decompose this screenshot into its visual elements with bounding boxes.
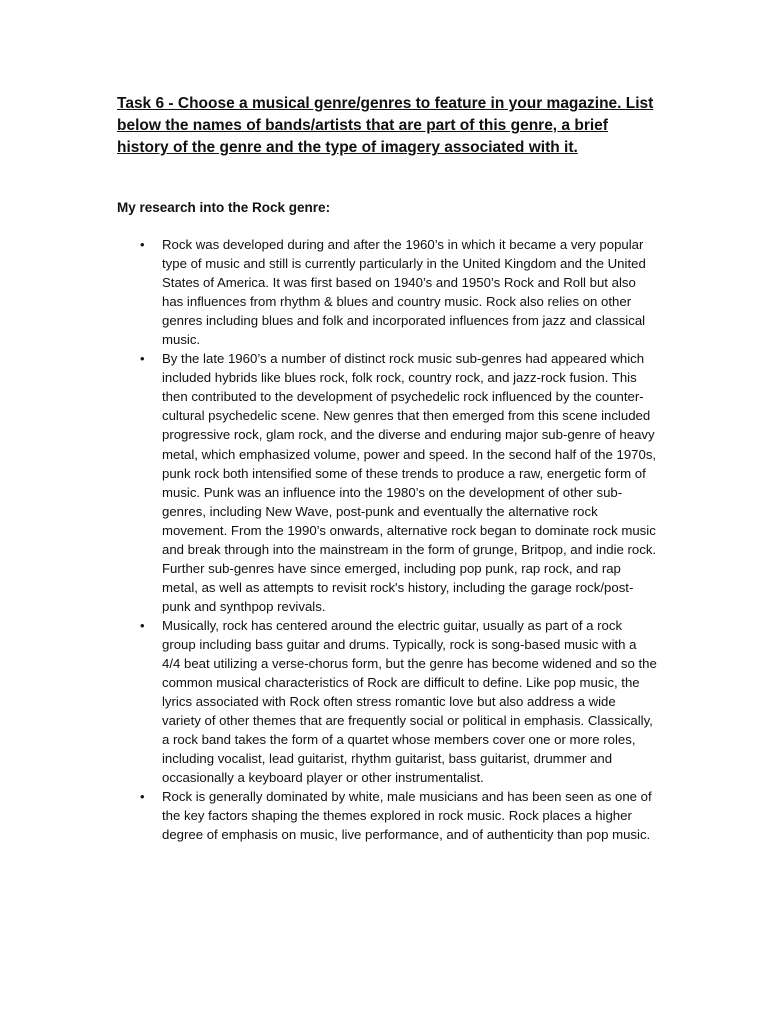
list-item (117, 235, 657, 349)
list-item (117, 349, 657, 616)
list-item (117, 787, 657, 844)
list-item (117, 616, 657, 787)
research-heading: My research into the Rock genre: (117, 200, 331, 215)
task-heading: Task 6 - Choose a musical genre/genres to feature in your magazine. List below the names of bands/artists that are part of this genre, a brief history of the genre and the type of imagery associated with it. (117, 95, 654, 156)
bullet-text: Musically, rock has centered around the electric guitar, usually as part of a rock group including bass guitar and drums. Typically, rock is song-based music with a 4/4 beat utilizing a verse-chorus form, but the genre has become widened and so the common musical characteristics of Rock are difficult to define. Like pop music, the lyrics associated with Rock often stress romantic love but also address a wide variety of other themes that are frequently social or political in emphasis. Classically, a rock band takes the form of a quartet whose members cover one or more roles, including vocalist, lead guitarist, rhythm guitarist, bass guitarist, drummer and occasionally a keyboard player or other instrumentalist. (162, 617, 657, 786)
bullet-text: Rock is generally dominated by white, male musicians and has been seen as one of the key factors shaping the themes explored in rock music. Rock places a higher degree of emphasis on music, live performance, and of authenticity than pop music. (162, 789, 652, 843)
bullet-icon: • (140, 237, 145, 252)
bullet-icon: • (140, 351, 145, 367)
research-bullet-list (117, 235, 657, 845)
bullet-icon: • (140, 789, 145, 805)
bullet-text: Rock was developed during and after the 1960’s in which it became a very popular type of music and still is currently particularly in the United Kingdom and the United States of America. It was first based on 1940’s and 1950’s Rock and Roll but also has influences from rhythm & blues and country music. Rock also relies on other genres including blues and folk and incorporated influences from jazz and classical music. (162, 237, 646, 348)
bullet-text: By the late 1960’s a number of distinct rock music sub-genres had appeared which included hybrids like blues rock, folk rock, country rock, and jazz-rock fusion. This then contributed to the development of psychedelic rock influenced by the counter-cultural psychedelic scene. New genres that then emerged from this scene included progressive rock, glam rock, and the diverse and enduring major sub-genre of heavy metal, which emphasized volume, power and speed. In the second half of the 1970s, punk rock both intensified some of these trends to produce a raw, energetic form of music. Punk was an influence into the 1980’s on the development of other sub-genres, including New Wave, post-punk and eventually the alternative rock movement. From the 1990’s onwards, alternative rock began to dominate rock music and break through into the mainstream in the form of grunge, Britpop, and indie rock. Further sub-genres have since emerged, including pop punk, rap rock, and rap metal, as well as attempts to revisit rock's history, including the garage rock/post-punk and synthpop revivals. (162, 351, 657, 614)
bullet-icon: • (140, 617, 145, 633)
